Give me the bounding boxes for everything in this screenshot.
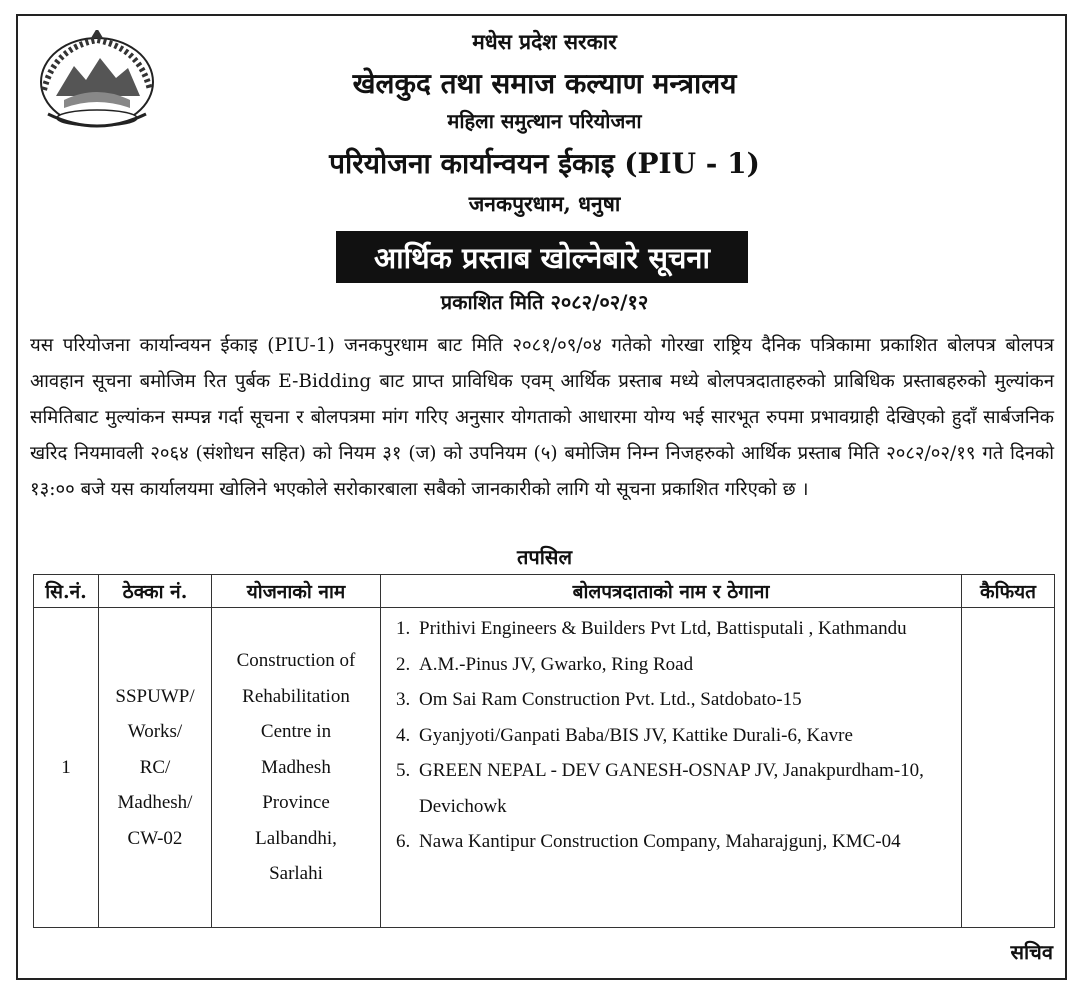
list-item: 1. Prithivi Engineers & Builders Pvt Ltd, Battisputali , Kathmandu bbox=[415, 611, 961, 647]
bidders-table bbox=[33, 574, 1055, 928]
list-item: 4. Gyanjyoti/Ganpati Baba/BIS JV, Kattike Durali-6, Kavre bbox=[415, 718, 961, 754]
list-item: 6. Nawa Kantipur Construction Company, Maharajgunj, KMC-04 bbox=[415, 824, 961, 860]
col-header-project-name: योजनाको नाम bbox=[212, 575, 381, 608]
col-header-contract-no: ठेक्का नं. bbox=[99, 575, 212, 608]
signatory: सचिव bbox=[1010, 940, 1053, 964]
schedule-heading: तपसिल bbox=[516, 545, 573, 569]
bidder-list bbox=[387, 611, 961, 860]
list-item: 5. GREEN NEPAL - DEV GANESH-OSNAP JV, Janakpurdham-10, Devichowk bbox=[415, 753, 961, 824]
table-header-row bbox=[34, 575, 1055, 608]
cell-contract-no: SSPUWP/ Works/ RC/ Madhesh/ CW-02 bbox=[99, 608, 212, 928]
notice-title: आर्थिक प्रस्ताब खोल्नेबारे सूचना bbox=[336, 231, 748, 283]
cell-project-name: Construction of Rehabilitation Centre in Madhesh Province Lalbandhi, Sarlahi bbox=[212, 608, 381, 928]
published-date: प्रकाशित मिति २०८२/०२/१२ bbox=[440, 290, 649, 314]
cell-sn: 1 bbox=[34, 608, 99, 928]
cell-bidders bbox=[381, 608, 962, 928]
table-row bbox=[34, 608, 1055, 928]
project-name: महिला समुत्थान परियोजना bbox=[447, 109, 642, 133]
col-header-sn: सि.नं. bbox=[34, 575, 99, 608]
notice-body: यस परियोजना कार्यान्वयन ईकाइ (PIU-1) जनकपुरधाम बाट मिति २०८१/०९/०४ गतेको गोरखा राष्ट्रिय दैनिक पत्रिकामा प्रकाशित बोलपत्र बोलपत्र आवहान सूचना बमोजिम रित पुर्बक E-Bidding बाट प्राप्त प्राविधिक एवम् आर्थिक प्रस्ताब मध्ये बोलपत्रदाताहरुको प्राबिधिक प्रस्ताबहरुको मुल्यांकन समितिबाट मुल्यांकन सम्पन्न गर्दा सूचना र बोलपत्रमा मांग गरिए अनुसार योगताको आधारमा योग्य भई सारभूत रुपमा प्रभावग्राही देखिएको हुदाँ सार्बजनिक खरिद नियमावली २०६४ (संशोधन सहित) को नियम ३१ (ज) को उपनियम (५) बमोजिम निम्न निजहरुको आर्थिक प्रस्ताब मिति २०८२/०२/१९ गते दिनको १३:०० बजे यस कार्यालयमा खोलिने भएकोले सरोकारबाला सबैको जानकारीको लागि यो सूचना प्रकाशित गरिएको छ । bbox=[30, 335, 1054, 500]
cell-remarks bbox=[962, 608, 1055, 928]
col-header-remarks: कैफियत bbox=[962, 575, 1055, 608]
office-location: जनकपुरधाम, धनुषा bbox=[468, 191, 621, 216]
unit-name: परियोजना कार्यान्वयन ईकाइ (PIU - 1) bbox=[329, 147, 760, 180]
col-header-bidders: बोलपत्रदाताको नाम र ठेगाना bbox=[381, 575, 962, 608]
list-item: 2. A.M.-Pinus JV, Gwarko, Ring Road bbox=[415, 647, 961, 683]
government-name: मधेस प्रदेश सरकार bbox=[472, 29, 617, 54]
list-item: 3. Om Sai Ram Construction Pvt. Ltd., Satdobato-15 bbox=[415, 682, 961, 718]
ministry-name: खेलकुद तथा समाज कल्याण मन्त्रालय bbox=[352, 67, 737, 100]
